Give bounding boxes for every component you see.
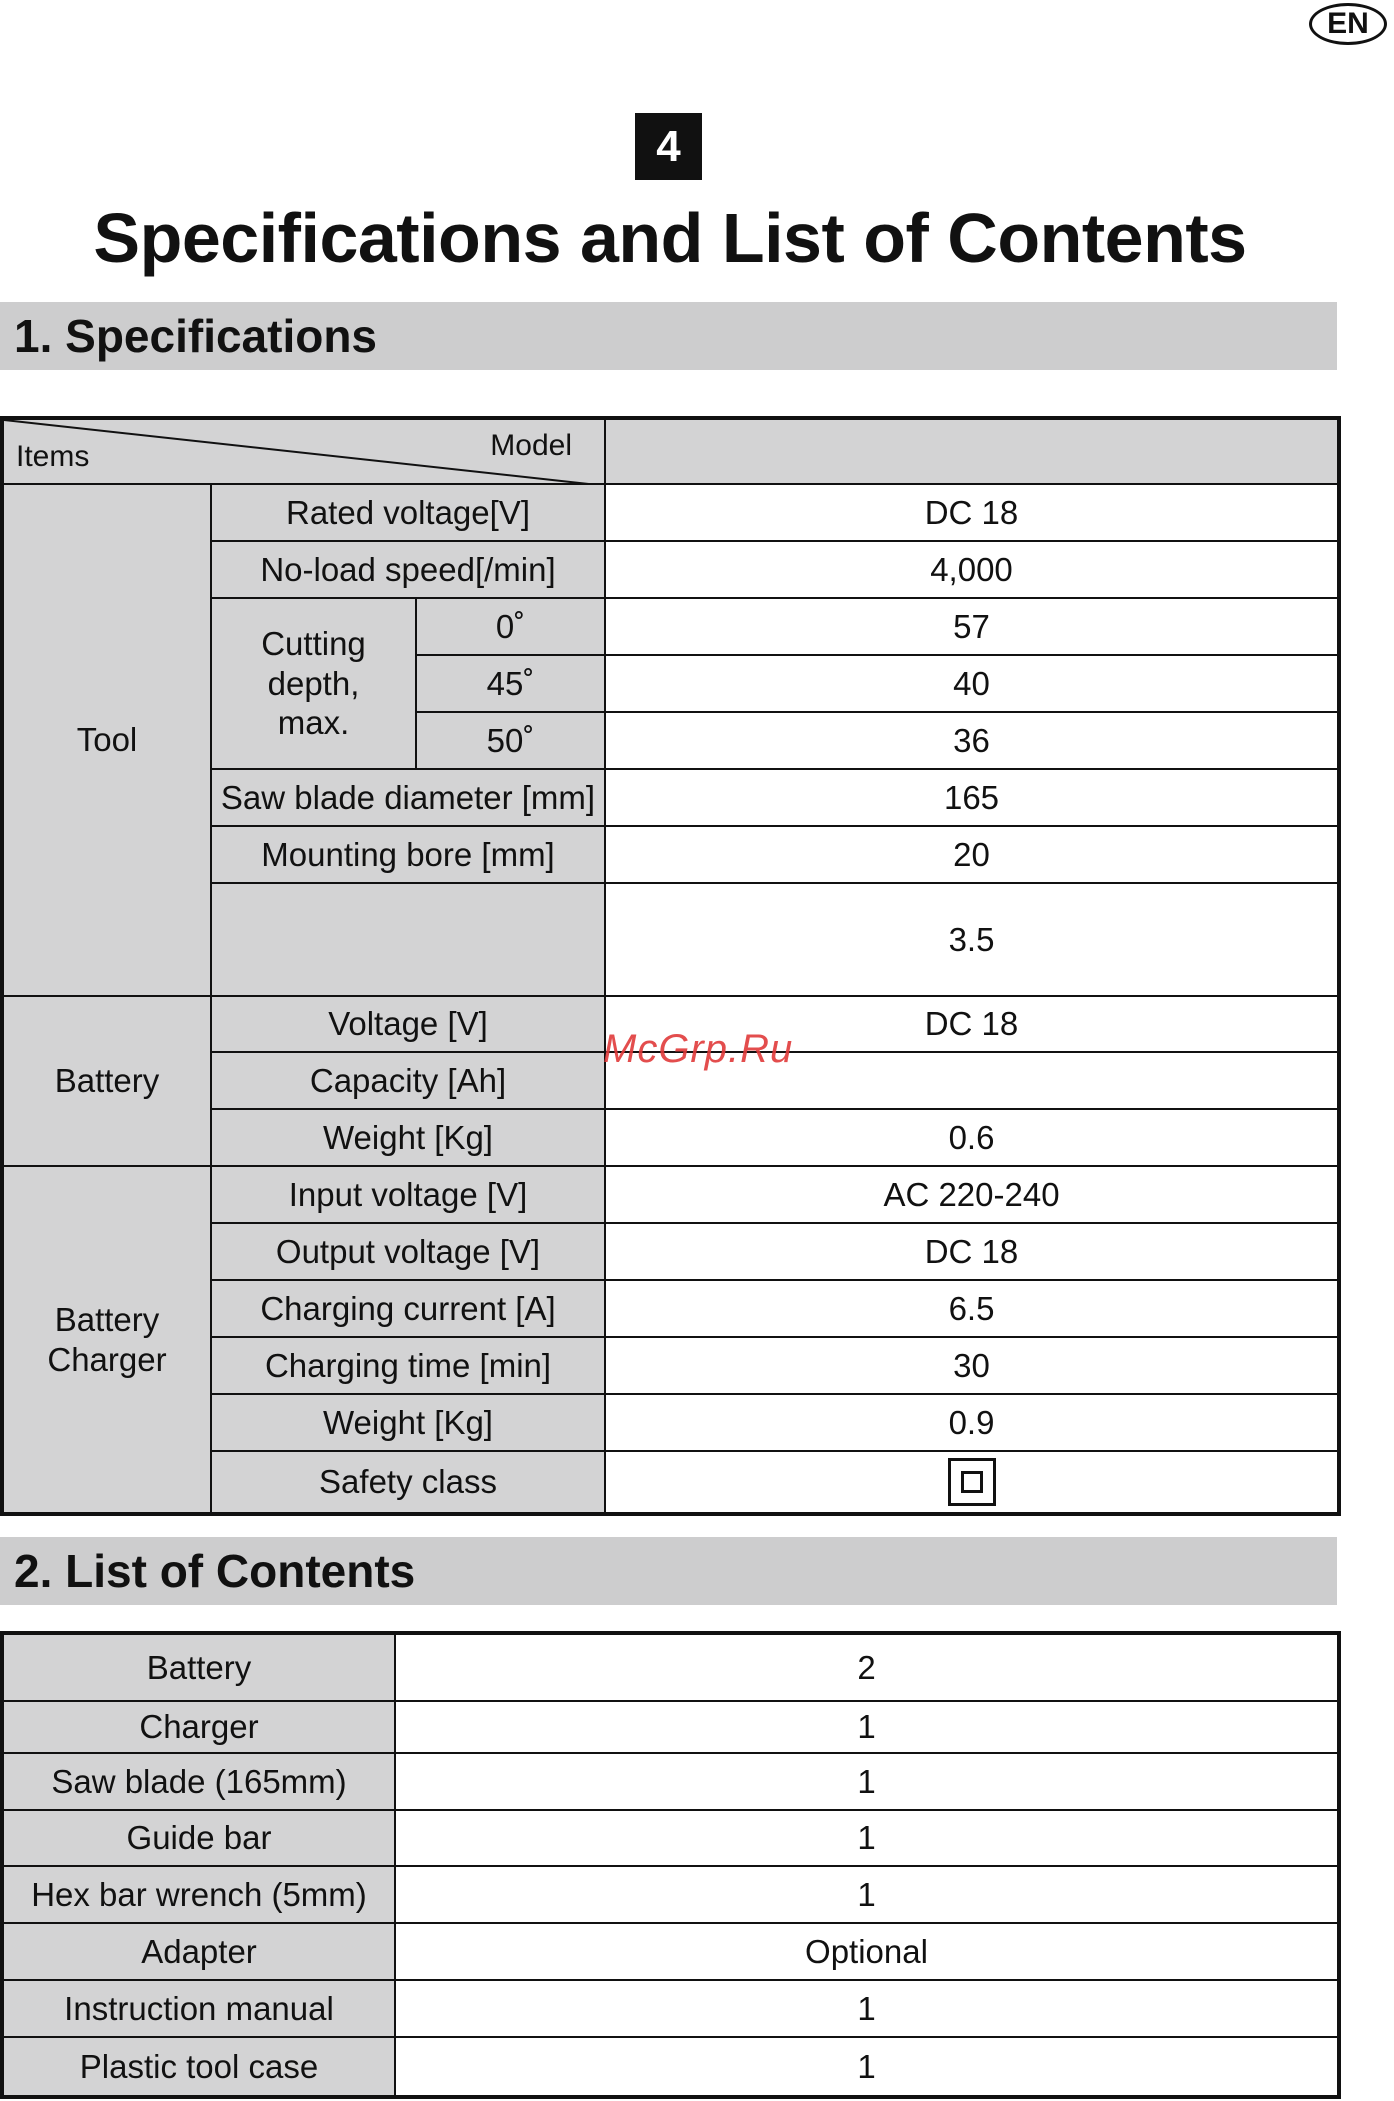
cutting-depth-label: Cutting depth, max.: [211, 598, 416, 769]
spec-value: DC 18: [605, 1223, 1339, 1280]
contents-table: [0, 1631, 1341, 2099]
content-qty: 1: [395, 1810, 1339, 1866]
spec-label: Input voltage [V]: [211, 1166, 605, 1223]
content-item: Adapter: [2, 1923, 395, 1980]
content-qty: 1: [395, 1866, 1339, 1923]
spec-label: Voltage [V]: [211, 996, 605, 1052]
spec-value: 6.5: [605, 1280, 1339, 1337]
content-qty: 2: [395, 1633, 1339, 1701]
table-row: [2, 1166, 1339, 1223]
table-row: [2, 484, 1339, 541]
angle-label: 45˚: [416, 655, 605, 712]
group-label-tool: Tool: [2, 484, 211, 996]
spec-label: Weight [Kg]: [211, 1109, 605, 1166]
spec-value: 0.9: [605, 1394, 1339, 1451]
content-item: Instruction manual: [2, 1980, 395, 2037]
content-item: Guide bar: [2, 1810, 395, 1866]
spec-value: 4,000: [605, 541, 1339, 598]
content-qty: 1: [395, 1753, 1339, 1810]
table-row: [2, 1753, 1339, 1810]
spec-value: 40: [605, 655, 1339, 712]
spec-label: Safety class: [211, 1451, 605, 1514]
content-qty: 1: [395, 1701, 1339, 1753]
spec-header-row: [2, 418, 1339, 484]
spec-label: Capacity [Ah]: [211, 1052, 605, 1109]
table-row: [2, 1701, 1339, 1753]
content-item: Charger: [2, 1701, 395, 1753]
spec-value: [605, 1451, 1339, 1514]
spec-label: Charging current [A]: [211, 1280, 605, 1337]
double-insulation-icon: [948, 1458, 996, 1506]
spec-label: Charging time [min]: [211, 1337, 605, 1394]
content-qty: 1: [395, 1980, 1339, 2037]
spec-value: 20: [605, 826, 1339, 883]
chapter-number: 4: [635, 113, 702, 180]
specifications-table: [0, 416, 1341, 1516]
group-label-charger: Battery Charger: [2, 1166, 211, 1514]
spec-label: Mounting bore [mm]: [211, 826, 605, 883]
table-row: [2, 1923, 1339, 1980]
model-value: [605, 418, 1339, 484]
table-row: [2, 1866, 1339, 1923]
language-badge: EN: [1309, 3, 1387, 45]
model-header-label: Model: [490, 429, 572, 462]
spec-value: 57: [605, 598, 1339, 655]
spec-value: DC 18: [605, 484, 1339, 541]
table-row: [2, 2037, 1339, 2097]
spec-value: 0.6: [605, 1109, 1339, 1166]
table-row: [2, 1633, 1339, 1701]
spec-value: AC 220-240: [605, 1166, 1339, 1223]
spec-value: DC 18: [605, 996, 1339, 1052]
content-item: Plastic tool case: [2, 2037, 395, 2097]
spec-value: 30: [605, 1337, 1339, 1394]
section-specifications-heading: 1. Specifications: [0, 302, 1337, 370]
content-item: Battery: [2, 1633, 395, 1701]
items-header-label: Items: [16, 440, 90, 473]
content-qty: Optional: [395, 1923, 1339, 1980]
table-row: [2, 1980, 1339, 2037]
angle-label: 50˚: [416, 712, 605, 769]
content-qty: 1: [395, 2037, 1339, 2097]
section-contents-heading: 2. List of Contents: [0, 1537, 1337, 1605]
watermark: McGrp.Ru: [603, 1027, 794, 1071]
table-row: [2, 1810, 1339, 1866]
spec-label: No-load speed[/min]: [211, 541, 605, 598]
spec-label: Weight [Kg]: [211, 1394, 605, 1451]
content-item: Hex bar wrench (5mm): [2, 1866, 395, 1923]
spec-label: Saw blade diameter [mm]: [211, 769, 605, 826]
spec-label: Rated voltage[V]: [211, 484, 605, 541]
spec-value: 3.5: [605, 883, 1339, 996]
group-label-battery: Battery: [2, 996, 211, 1166]
angle-label: 0˚: [416, 598, 605, 655]
items-model-header: [2, 418, 605, 484]
spec-label: [211, 883, 605, 996]
spec-label: Output voltage [V]: [211, 1223, 605, 1280]
spec-value: 36: [605, 712, 1339, 769]
spec-value: 165: [605, 769, 1339, 826]
content-item: Saw blade (165mm): [2, 1753, 395, 1810]
page-title: Specifications and List of Contents: [93, 199, 1247, 277]
